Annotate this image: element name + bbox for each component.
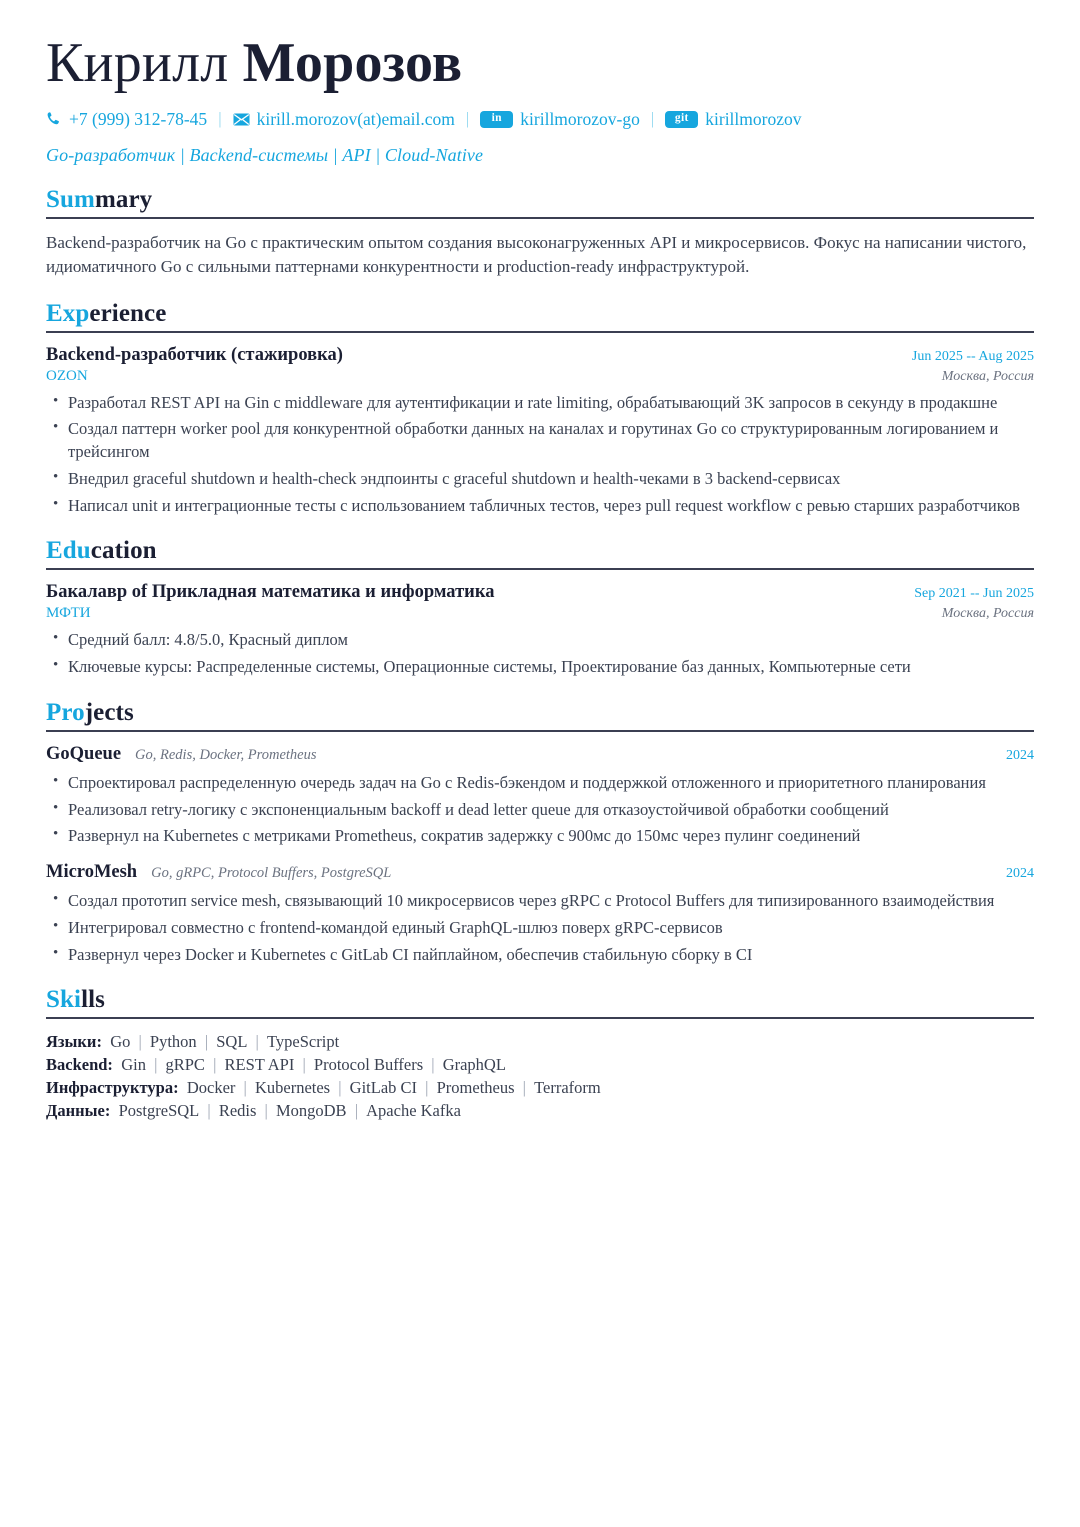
skill-row <box>46 1054 1034 1076</box>
contact-separator: | <box>465 109 470 129</box>
section-heading-education <box>46 537 1034 565</box>
skill-item: Kubernetes <box>254 1078 331 1098</box>
project-entry <box>46 862 1034 966</box>
skill-item: Protocol Buffers <box>313 1055 424 1075</box>
skill-item: Docker <box>186 1078 236 1098</box>
section-heading-skills <box>46 986 1034 1014</box>
skill-item: Apache Kafka <box>366 1101 461 1121</box>
entry-location: Москва, Россия <box>941 368 1034 384</box>
bullet-item: • Внедрил graceful shutdown и health-check эндпоинты с graceful shutdown и health-чеками в 3 backend-сервисах <box>46 468 1034 490</box>
entry-bullets <box>46 392 1034 518</box>
skills-list <box>46 1031 1034 1122</box>
section-heading-projects <box>46 699 1034 727</box>
skill-item: GraphQL <box>442 1055 506 1075</box>
contact-text: kirillmorozov-go <box>520 108 640 129</box>
skill-item: Terraform <box>534 1078 601 1098</box>
skill-separator: | <box>298 1055 310 1075</box>
section-rule <box>46 568 1034 570</box>
bullet-item: • Ключевые курсы: Распределенные системы, Операционные системы, Проектирование баз данных, Компьютерные сети <box>46 656 1034 678</box>
entry-subheader-row <box>46 605 1034 622</box>
skill-item: Go <box>110 1032 131 1052</box>
linkedin-icon: in <box>480 111 513 128</box>
skill-values <box>121 1055 506 1074</box>
contact-text: +7 (999) 312-78-45 <box>69 108 208 129</box>
bullet-item: • Интегрировал совместно с frontend-командой единый GraphQL-шлюз поверх gRPC-сервисов <box>46 917 1034 939</box>
section-rule <box>46 730 1034 732</box>
page-title <box>46 34 1034 93</box>
skill-row <box>46 1077 1034 1099</box>
entry-title: Backend-разработчик (стажировка) <box>46 344 343 365</box>
entry-subheader-row <box>46 368 1034 385</box>
section-rule <box>46 331 1034 333</box>
heading-accent: Ski <box>46 986 82 1014</box>
skill-row <box>46 1031 1034 1053</box>
skill-values <box>187 1078 601 1097</box>
entry-header-row <box>46 582 1034 603</box>
project-header-row <box>46 744 1034 765</box>
contact-text: kirillmorozov <box>705 108 802 129</box>
skill-item: PostgreSQL <box>118 1101 200 1121</box>
skill-values <box>110 1032 339 1051</box>
tagline: Go-разработчик | Backend-системы | API | Cloud-Native <box>46 145 484 166</box>
section-rule <box>46 217 1034 219</box>
section-education <box>46 537 1034 678</box>
project-year: 2024 <box>1006 747 1034 763</box>
envelope-icon <box>233 113 250 126</box>
section-skills <box>46 986 1034 1122</box>
heading-accent: Exp <box>46 299 90 327</box>
github-icon: git <box>665 111 698 128</box>
skill-item: MongoDB <box>275 1101 347 1121</box>
skill-separator: | <box>251 1032 263 1052</box>
heading-rest: mary <box>94 186 153 214</box>
heading-accent: Pro <box>46 698 85 726</box>
skill-separator: | <box>350 1101 363 1121</box>
section-rule <box>46 1017 1034 1019</box>
skill-item: TypeScript <box>266 1032 340 1052</box>
contact-separator: | <box>218 109 222 129</box>
bullet-item: • Средний балл: 4.8/5.0, Красный диплом <box>46 629 1034 651</box>
bullet-item: • Разработал REST API на Gin с middleware для аутентификации и rate limiting, обрабатывающий 3K запросов в секунду в продакшне <box>46 392 1034 414</box>
contact-item-linkedin[interactable] <box>480 107 640 132</box>
entry-location: Москва, Россия <box>941 606 1034 622</box>
resume-header <box>46 34 1034 166</box>
contact-item-envelope[interactable] <box>233 107 455 132</box>
bullet-item: • Создал паттерн worker pool для конкурентной обработки данных на каналах и горутинах Go со структурированным логированием и трейсингом <box>46 418 1034 463</box>
skill-separator: | <box>260 1101 272 1121</box>
phone-icon <box>46 111 62 127</box>
project-title-group <box>46 744 317 765</box>
skill-row <box>46 1100 1034 1122</box>
section-heading-summary <box>46 186 1034 214</box>
skill-item: Gin <box>121 1055 146 1075</box>
section-summary <box>46 186 1034 279</box>
bullet-item: • Создал прототип service mesh, связывающий 10 микросервисов через gRPC с Protocol Buffers для типизированного взаимодействия <box>46 890 1034 912</box>
project-bullets <box>46 772 1034 848</box>
education-entries <box>46 582 1034 678</box>
project-entry <box>46 744 1034 848</box>
contact-text: kirill.morozov(at)email.com <box>256 108 455 129</box>
skill-category-label: Языки: <box>46 1032 102 1052</box>
summary-text: Backend-разработчик на Go с практическим опытом создания высоконагруженных API и микросервисов. Фокус на написании чистого, идиоматичного Go с сильными паттернами конкурентности и production-ready инфраструктурой. <box>46 233 1027 277</box>
project-bullets <box>46 890 1034 966</box>
skill-separator: | <box>427 1055 439 1075</box>
entry-bullets <box>46 629 1034 678</box>
entry-organization: МФТИ <box>46 605 91 622</box>
skill-separator: | <box>149 1055 162 1075</box>
project-tech-stack: Go, Redis, Docker, Prometheus <box>135 746 317 763</box>
skill-item: SQL <box>216 1032 248 1052</box>
project-items <box>46 744 1034 967</box>
contact-line <box>46 107 1034 132</box>
entry-organization: OZON <box>46 367 88 384</box>
skill-category-label: Backend: <box>46 1055 113 1075</box>
skill-separator: | <box>134 1032 146 1052</box>
skill-item: GitLab CI <box>349 1078 418 1098</box>
heading-rest: erience <box>89 299 167 327</box>
experience-entries <box>46 345 1034 518</box>
bullet-item: • Спроектировал распределенную очередь задач на Go с Redis-бэкендом и поддержкой отложенного и приоритетного планирования <box>46 772 1034 794</box>
skill-item: Python <box>149 1032 197 1052</box>
skill-separator: | <box>200 1032 213 1052</box>
project-year: 2024 <box>1006 865 1034 881</box>
skill-item: gRPC <box>165 1055 205 1075</box>
project-tech-stack: Go, gRPC, Protocol Buffers, PostgreSQL <box>151 864 392 881</box>
project-name: GoQueue <box>46 743 122 764</box>
skill-values <box>119 1101 461 1120</box>
skill-separator: | <box>334 1078 346 1098</box>
skill-category-label: Инфраструктура: <box>46 1078 179 1098</box>
section-heading-experience <box>46 300 1034 328</box>
section-projects <box>46 699 1034 967</box>
bullet-item: • Реализовал retry-логику с экспоненциальным backoff и dead letter queue для отказоустойчивой обработки сообщений <box>46 799 1034 821</box>
entry <box>46 345 1034 518</box>
skill-item: Redis <box>218 1101 257 1121</box>
skill-separator: | <box>208 1055 221 1075</box>
skill-separator: | <box>239 1078 251 1098</box>
skill-category-label: Данные: <box>46 1101 111 1121</box>
project-name: MicroMesh <box>46 861 138 882</box>
heading-accent: Edu <box>46 537 91 565</box>
heading-rest: lls <box>81 986 105 1014</box>
bullet-item: • Развернул через Docker и Kubernetes с GitLab CI пайплайном, обеспечив стабильную сборку в CI <box>46 944 1034 966</box>
heading-rest: cation <box>90 537 157 565</box>
project-header-row <box>46 862 1034 883</box>
project-title-group <box>46 862 391 883</box>
contact-separator: | <box>650 109 655 129</box>
contact-item-github[interactable] <box>665 107 801 132</box>
bullet-item: • Написал unit и интеграционные тесты с использованием табличных тестов, через pull request workflow с ревью старших разработчиков <box>46 495 1034 517</box>
skill-item: Prometheus <box>436 1078 515 1098</box>
section-experience <box>46 300 1034 518</box>
heading-accent: Sum <box>46 186 95 214</box>
heading-rest: jects <box>84 698 134 726</box>
skill-item: REST API <box>224 1055 295 1075</box>
name-given: Кирилл <box>46 32 243 94</box>
bullet-item: • Развернул на Kubernetes с метриками Prometheus, сократив задержку с 900мс до 150мс через пулинг соединений <box>46 825 1034 847</box>
entry-dates: Sep 2021 -- Jun 2025 <box>914 586 1034 602</box>
entry-header-row <box>46 345 1034 366</box>
skill-separator: | <box>203 1101 215 1121</box>
entry-dates: Jun 2025 -- Aug 2025 <box>911 348 1034 364</box>
skill-separator: | <box>421 1078 433 1098</box>
contact-item-phone[interactable] <box>46 107 207 132</box>
entry-title: Бакалавр of Прикладная математика и информатика <box>46 582 495 603</box>
skill-separator: | <box>518 1078 531 1098</box>
name-family: Морозов <box>242 32 463 94</box>
entry <box>46 582 1034 678</box>
